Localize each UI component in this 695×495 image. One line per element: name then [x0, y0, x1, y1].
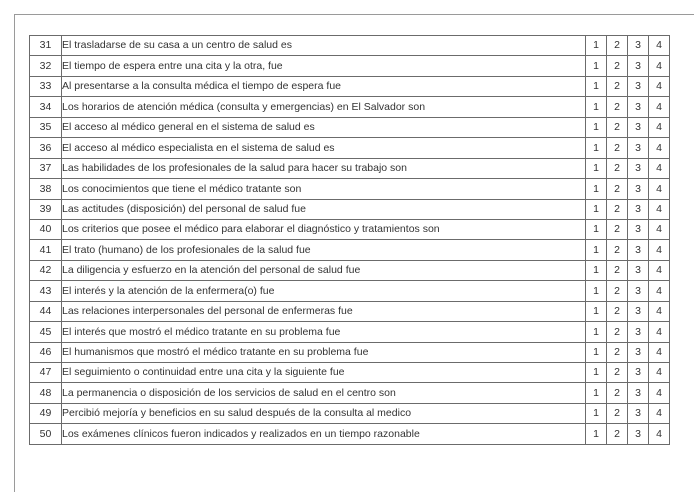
rating-option[interactable]: 3 [628, 322, 649, 342]
rating-option[interactable]: 3 [628, 403, 649, 423]
rating-option[interactable]: 2 [607, 403, 628, 423]
rating-option[interactable]: 2 [607, 36, 628, 56]
item-number: 35 [30, 117, 62, 137]
rating-option[interactable]: 3 [628, 138, 649, 158]
rating-option[interactable]: 3 [628, 76, 649, 96]
rating-option[interactable]: 4 [649, 199, 670, 219]
table-row [30, 403, 670, 423]
rating-option[interactable]: 1 [586, 158, 607, 178]
rating-option[interactable]: 1 [586, 219, 607, 239]
rating-option[interactable]: 1 [586, 403, 607, 423]
rating-option[interactable]: 4 [649, 322, 670, 342]
rating-option[interactable]: 4 [649, 97, 670, 117]
item-number: 44 [30, 301, 62, 321]
rating-option[interactable]: 1 [586, 363, 607, 383]
rating-option[interactable]: 1 [586, 383, 607, 403]
rating-option[interactable]: 4 [649, 36, 670, 56]
rating-option[interactable]: 2 [607, 219, 628, 239]
rating-option[interactable]: 4 [649, 363, 670, 383]
rating-option[interactable]: 2 [607, 138, 628, 158]
rating-option[interactable]: 3 [628, 199, 649, 219]
table-row [30, 424, 670, 444]
item-number: 34 [30, 97, 62, 117]
rating-option[interactable]: 3 [628, 117, 649, 137]
item-statement: El humanismos que mostró el médico tratante en su problema fue [62, 342, 586, 362]
rating-option[interactable]: 3 [628, 260, 649, 280]
item-statement: Al presentarse a la consulta médica el tiempo de espera fue [62, 76, 586, 96]
rating-option[interactable]: 4 [649, 219, 670, 239]
item-number: 39 [30, 199, 62, 219]
rating-option[interactable]: 2 [607, 260, 628, 280]
item-statement: El trato (humano) de los profesionales de la salud fue [62, 240, 586, 260]
table-row [30, 158, 670, 178]
rating-option[interactable]: 2 [607, 240, 628, 260]
rating-option[interactable]: 2 [607, 342, 628, 362]
item-statement: Los exámenes clínicos fueron indicados y realizados en un tiempo razonable [62, 424, 586, 444]
rating-option[interactable]: 2 [607, 301, 628, 321]
rating-option[interactable]: 1 [586, 199, 607, 219]
rating-option[interactable]: 2 [607, 281, 628, 301]
rating-option[interactable]: 1 [586, 260, 607, 280]
rating-option[interactable]: 4 [649, 56, 670, 76]
item-statement: El trasladarse de su casa a un centro de salud es [62, 36, 586, 56]
rating-option[interactable]: 3 [628, 97, 649, 117]
rating-option[interactable]: 3 [628, 36, 649, 56]
rating-option[interactable]: 2 [607, 56, 628, 76]
rating-option[interactable]: 3 [628, 301, 649, 321]
rating-option[interactable]: 1 [586, 138, 607, 158]
table-row [30, 260, 670, 280]
item-number: 50 [30, 424, 62, 444]
rating-option[interactable]: 2 [607, 363, 628, 383]
rating-option[interactable]: 1 [586, 240, 607, 260]
rating-option[interactable]: 4 [649, 281, 670, 301]
survey-table-body [30, 36, 670, 445]
rating-option[interactable]: 1 [586, 117, 607, 137]
rating-option[interactable]: 1 [586, 424, 607, 444]
rating-option[interactable]: 2 [607, 179, 628, 199]
item-statement: La permanencia o disposición de los servicios de salud en el centro son [62, 383, 586, 403]
rating-option[interactable]: 1 [586, 342, 607, 362]
rating-option[interactable]: 4 [649, 403, 670, 423]
rating-option[interactable]: 3 [628, 281, 649, 301]
rating-option[interactable]: 1 [586, 281, 607, 301]
rating-option[interactable]: 3 [628, 240, 649, 260]
item-statement: El tiempo de espera entre una cita y la otra, fue [62, 56, 586, 76]
table-row [30, 342, 670, 362]
rating-option[interactable]: 4 [649, 424, 670, 444]
rating-option[interactable]: 4 [649, 383, 670, 403]
rating-option[interactable]: 3 [628, 363, 649, 383]
rating-option[interactable]: 1 [586, 301, 607, 321]
item-statement: El acceso al médico especialista en el sistema de salud es [62, 138, 586, 158]
item-number: 45 [30, 322, 62, 342]
rating-option[interactable]: 4 [649, 138, 670, 158]
rating-option[interactable]: 2 [607, 199, 628, 219]
rating-option[interactable]: 1 [586, 322, 607, 342]
rating-option[interactable]: 3 [628, 424, 649, 444]
rating-option[interactable]: 1 [586, 97, 607, 117]
rating-option[interactable]: 4 [649, 240, 670, 260]
rating-option[interactable]: 4 [649, 260, 670, 280]
item-number: 36 [30, 138, 62, 158]
item-statement: El seguimiento o continuidad entre una cita y la siguiente fue [62, 363, 586, 383]
rating-option[interactable]: 1 [586, 56, 607, 76]
table-row [30, 281, 670, 301]
table-row [30, 56, 670, 76]
rating-option[interactable]: 3 [628, 219, 649, 239]
item-number: 37 [30, 158, 62, 178]
table-row [30, 138, 670, 158]
rating-option[interactable]: 3 [628, 179, 649, 199]
table-row [30, 363, 670, 383]
rating-option[interactable]: 3 [628, 383, 649, 403]
table-row [30, 117, 670, 137]
item-statement: La diligencia y esfuerzo en la atención del personal de salud fue [62, 260, 586, 280]
item-statement: Percibió mejoría y beneficios en su salud después de la consulta al medico [62, 403, 586, 423]
table-row [30, 76, 670, 96]
table-row [30, 240, 670, 260]
rating-option[interactable]: 3 [628, 158, 649, 178]
item-statement: Las habilidades de los profesionales de la salud para hacer su trabajo son [62, 158, 586, 178]
item-number: 31 [30, 36, 62, 56]
rating-option[interactable]: 3 [628, 342, 649, 362]
item-number: 38 [30, 179, 62, 199]
rating-option[interactable]: 4 [649, 117, 670, 137]
rating-option[interactable]: 1 [586, 36, 607, 56]
rating-option[interactable]: 2 [607, 383, 628, 403]
rating-option[interactable]: 2 [607, 424, 628, 444]
item-number: 47 [30, 363, 62, 383]
item-statement: Los horarios de atención médica (consulta y emergencias) en El Salvador son [62, 97, 586, 117]
item-number: 32 [30, 56, 62, 76]
rating-option[interactable]: 4 [649, 158, 670, 178]
item-statement: Las actitudes (disposición) del personal de salud fue [62, 199, 586, 219]
rating-option[interactable]: 2 [607, 76, 628, 96]
rating-option[interactable]: 4 [649, 76, 670, 96]
item-statement: Los conocimientos que tiene el médico tratante son [62, 179, 586, 199]
item-statement: El acceso al médico general en el sistema de salud es [62, 117, 586, 137]
item-statement: El interés que mostró el médico tratante en su problema fue [62, 322, 586, 342]
item-number: 33 [30, 76, 62, 96]
item-number: 48 [30, 383, 62, 403]
table-row [30, 179, 670, 199]
rating-option[interactable]: 1 [586, 76, 607, 96]
table-row [30, 322, 670, 342]
item-number: 43 [30, 281, 62, 301]
item-number: 46 [30, 342, 62, 362]
table-row [30, 219, 670, 239]
rating-option[interactable]: 2 [607, 117, 628, 137]
table-row [30, 97, 670, 117]
rating-option[interactable]: 3 [628, 56, 649, 76]
item-number: 41 [30, 240, 62, 260]
item-statement: El interés y la atención de la enfermera(o) fue [62, 281, 586, 301]
table-row [30, 301, 670, 321]
rating-option[interactable]: 2 [607, 158, 628, 178]
rating-option[interactable]: 2 [607, 97, 628, 117]
item-number: 40 [30, 219, 62, 239]
table-row [30, 36, 670, 56]
item-statement: Los criterios que posee el médico para elaborar el diagnóstico y tratamientos son [62, 219, 586, 239]
survey-table [29, 35, 670, 445]
table-row [30, 199, 670, 219]
rating-option[interactable]: 1 [586, 179, 607, 199]
item-number: 42 [30, 260, 62, 280]
rating-option[interactable]: 4 [649, 342, 670, 362]
rating-option[interactable]: 2 [607, 322, 628, 342]
item-statement: Las relaciones interpersonales del personal de enfermeras fue [62, 301, 586, 321]
rating-option[interactable]: 4 [649, 301, 670, 321]
rating-option[interactable]: 4 [649, 179, 670, 199]
table-row [30, 383, 670, 403]
item-number: 49 [30, 403, 62, 423]
